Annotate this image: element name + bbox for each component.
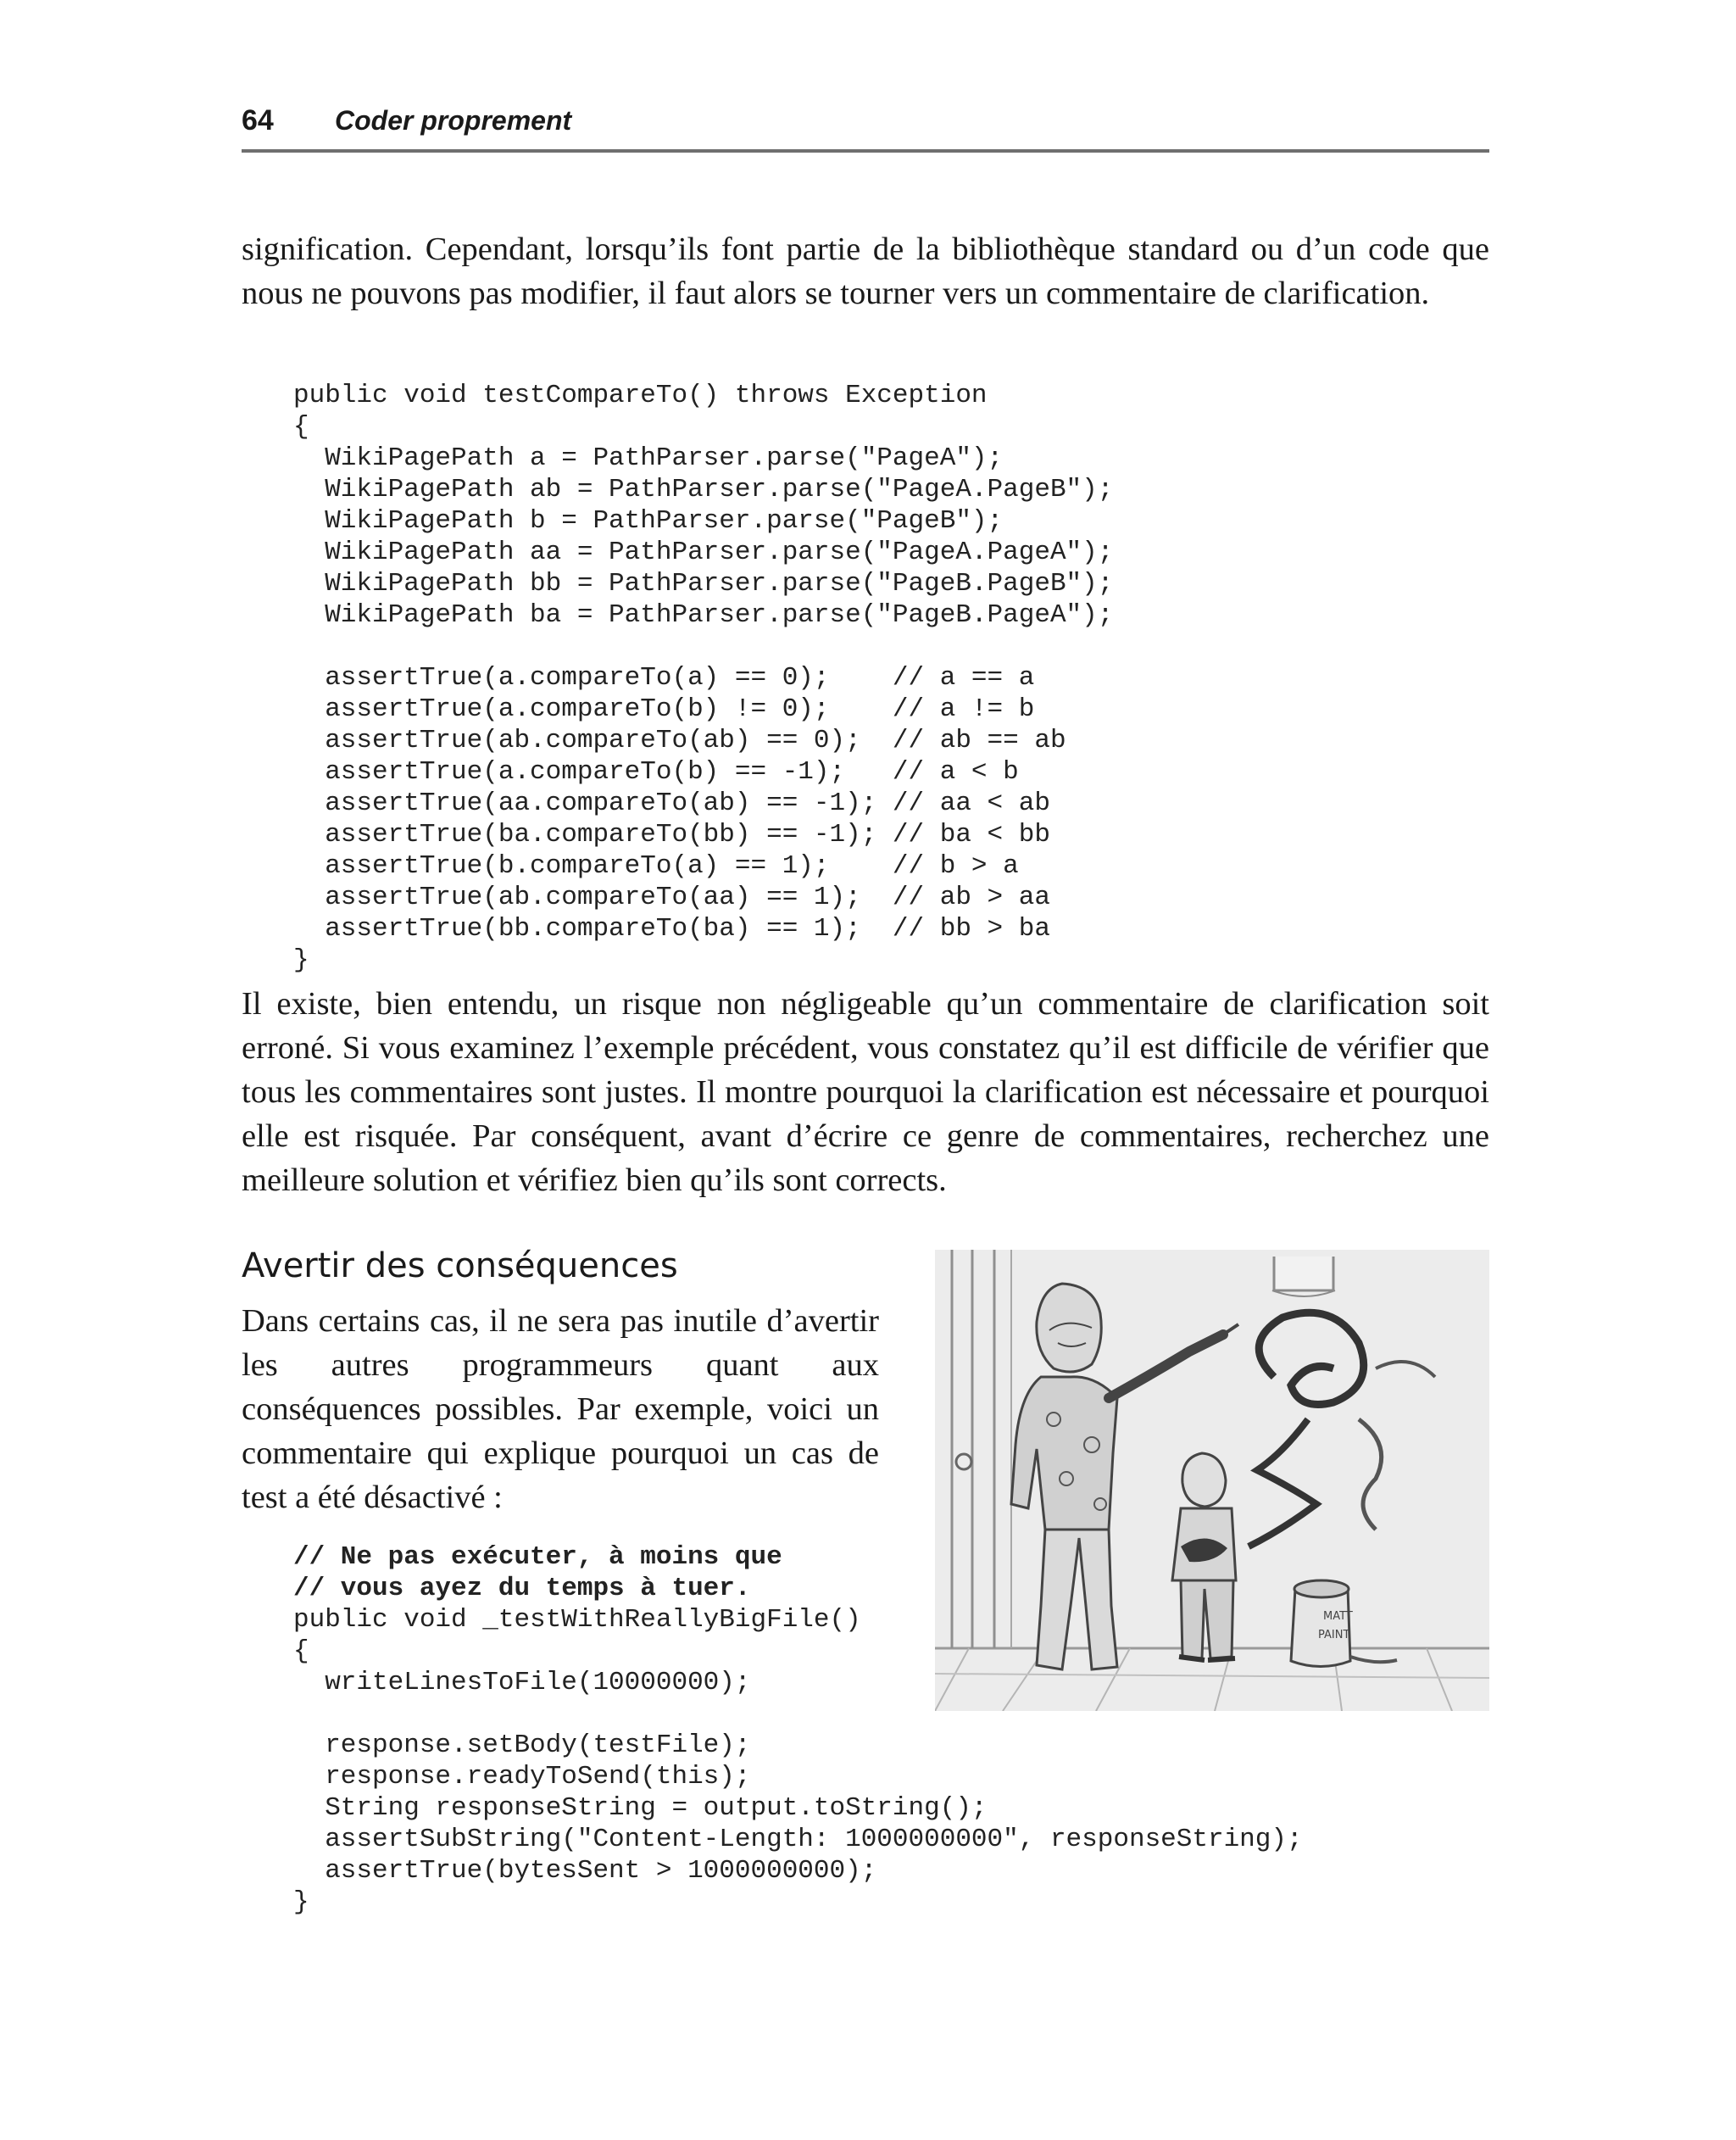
code-comment-line: // vous ayez du temps à tuer. [293,1574,751,1603]
code-line: WikiPagePath ba = PathParser.parse("PageB.PageA"); [293,600,1114,630]
paragraph-clarification-intro: signification. Cependant, lorsqu’ils font partie de la bibliothèque standard ou d’un code que nous ne pouvons pas modifier, il faut alors se tourner vers un commentaire de clarification. [242,231,1489,311]
code-line: { [293,412,309,442]
code-listing-compare-to [293,380,1113,976]
code-listing-big-file-test [293,1541,1303,1918]
section-heading: Avertir des conséquences [242,1246,678,1285]
code-line: public void _testWithReallyBigFile() [293,1605,861,1635]
code-comment-line: // Ne pas exécuter, à moins que [293,1542,782,1572]
code-line: assertSubString("Content-Length: 1000000000", responseString); [293,1825,1303,1854]
paragraph-clarification-risk: Il existe, bien entendu, un risque non négligeable qu’un commentaire de clarification soit erroné. Si vous examinez l’exemple précédent, vous constatez qu’il est difficile de vérifier que tous les commentaires sont justes. Il montre pourquoi la clarification est nécessaire et pourquoi elle est risquée. Par conséquent, avant d’écrire ce genre de commentaires, recherchez une meilleure solution et vérifiez bien qu’ils sont corrects. [242,986,1489,1198]
code-line: assertTrue(a.compareTo(b) == -1); // a < b [293,757,1019,787]
code-line: { [293,1636,309,1666]
code-line: assertTrue(a.compareTo(b) != 0); // a != b [293,694,1035,724]
code-line: assertTrue(b.compareTo(a) == 1); // b > a [293,851,1019,881]
code-line: assertTrue(bb.compareTo(ba) == 1); // bb > ba [293,914,1050,944]
code-line: WikiPagePath a = PathParser.parse("PageA"); [293,443,1004,473]
code-line: WikiPagePath bb = PathParser.parse("PageB.PageB"); [293,569,1114,599]
header-rule [242,149,1489,153]
code-line: assertTrue(bytesSent > 1000000000); [293,1856,877,1886]
code-line [293,631,1113,662]
page-number: 64 [242,104,274,137]
book-title: Coder proprement [335,105,572,136]
running-head [242,100,1489,153]
code-line: WikiPagePath ab = PathParser.parse("PageA.PageB"); [293,475,1114,504]
paint-can-label-1: MATT [1323,1610,1353,1623]
paint-can-label-2: PAINT [1318,1629,1350,1641]
code-line: writeLinesToFile(10000000); [293,1668,751,1697]
code-line: WikiPagePath b = PathParser.parse("PageB"); [293,506,1004,536]
code-line: assertTrue(ab.compareTo(aa) == 1); // ab > aa [293,883,1050,912]
code-line: assertTrue(a.compareTo(a) == 0); // a == a [293,663,1035,693]
code-line: response.readyToSend(this); [293,1762,751,1792]
code-line: public void testCompareTo() throws Exception [293,381,988,410]
code-line: assertTrue(ba.compareTo(bb) == -1); // ba < bb [293,820,1050,850]
code-line: } [293,945,309,975]
code-line: } [293,1887,309,1917]
code-line: response.setBody(testFile); [293,1730,751,1760]
paragraph-warning-intro: Dans certains cas, il ne sera pas inutile d’avertir les autres programmeurs quant aux conséquences possibles. Par exemple, voici un commentaire qui explique pourquoi un cas de test a été désactivé : [242,1303,879,1515]
code-line: assertTrue(aa.compareTo(ab) == -1); // aa < ab [293,789,1050,818]
code-line: String responseString = output.toString(); [293,1793,988,1823]
code-line: assertTrue(ab.compareTo(ab) == 0); // ab == ab [293,726,1066,755]
code-line [293,1698,1303,1730]
code-line: WikiPagePath aa = PathParser.parse("PageA.PageA"); [293,538,1114,567]
